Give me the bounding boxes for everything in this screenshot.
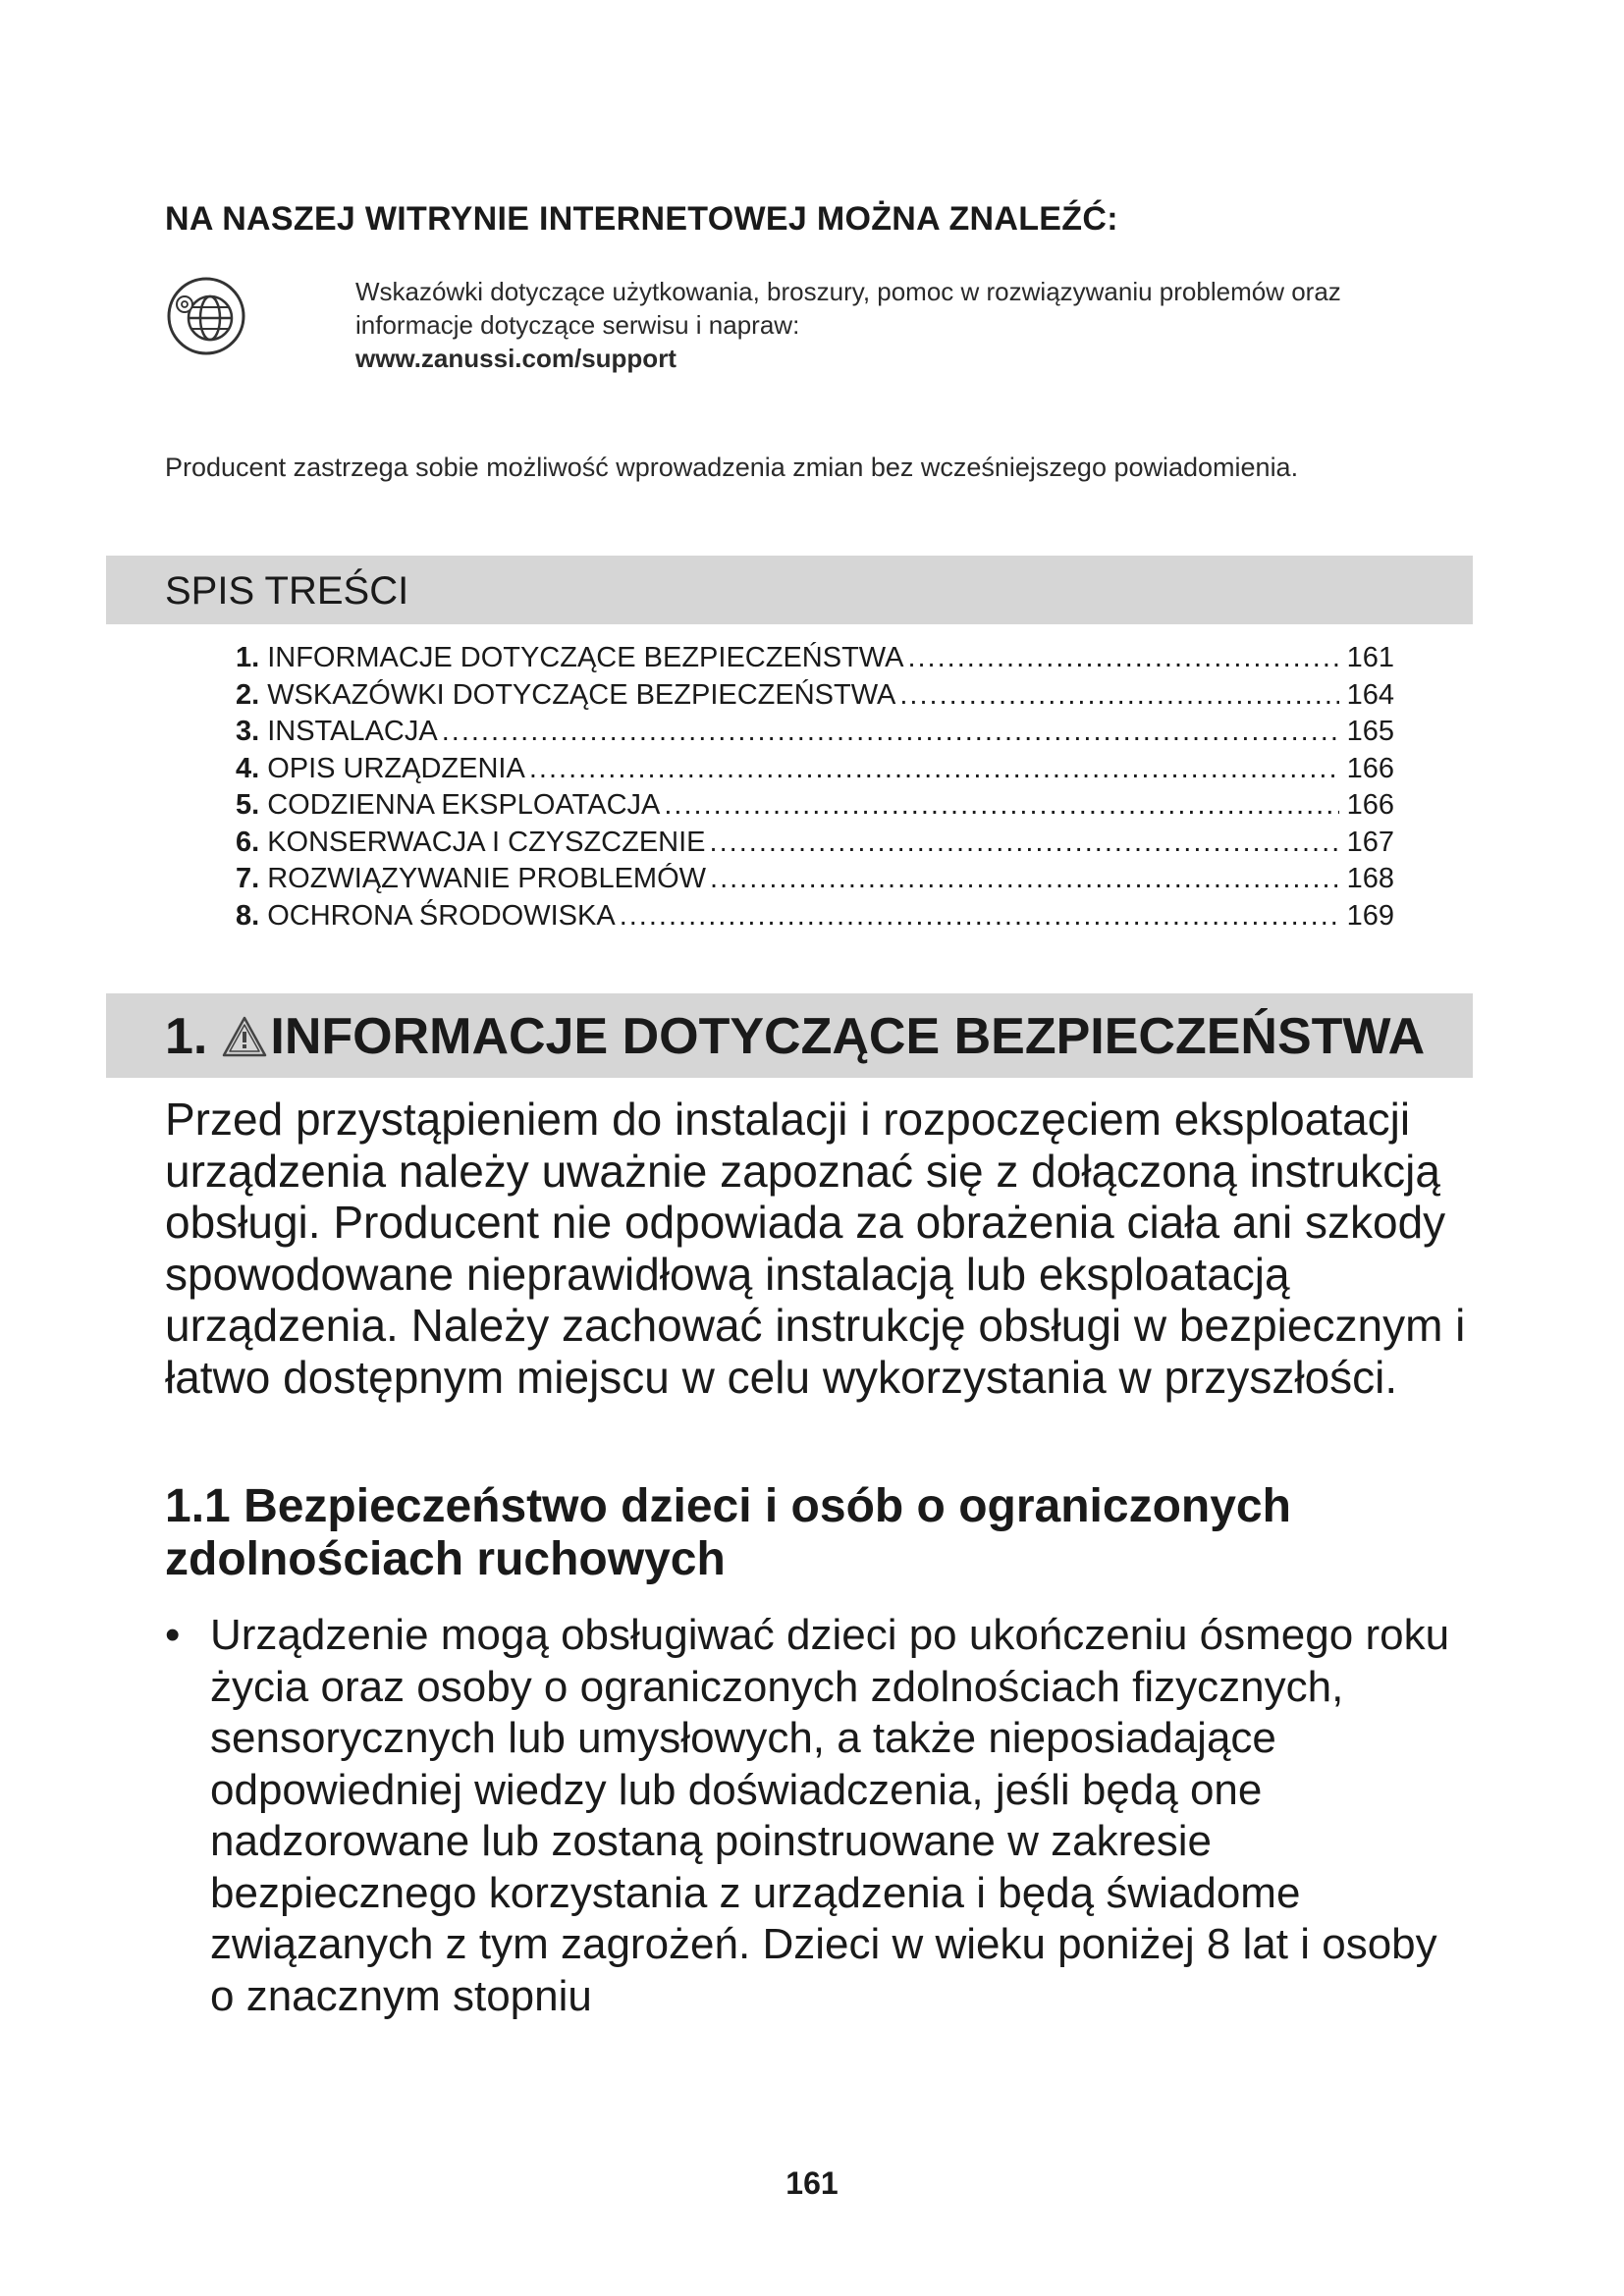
toc-leader-dots (664, 787, 1339, 825)
toc-item-number: 8. (236, 899, 260, 932)
toc-item-label: OCHRONA ŚRODOWISKA (267, 899, 616, 932)
toc-leader-dots (907, 640, 1339, 677)
toc-item-number: 2. (236, 678, 260, 711)
toc-item[interactable] (236, 787, 1394, 825)
disclaimer-text: Producent zastrzega sobie możliwość wprowadzenia zmian bez wcześniejszego powiadomienia. (165, 453, 1299, 482)
bullet-dot: • (165, 1611, 181, 1659)
bullet-text: Urządzenie mogą obsługiwać dzieci po ukończeniu ósmego roku życia oraz osoby o ograniczonych zdolnościach fizycznych, sensorycznych lub umysłowych, a także nieposiadające odpowiedniej wiedzy lub doświadczenia, jeśli będą one nadzorowane lub zostaną poinstruowane w zakresie bezpiecznego korzystania z urządzenia i będą świadome związanych z tym zagrożeń. Dzieci w wieku poniżej 8 lat i osoby o znacznym stopniu (210, 1611, 1450, 2020)
toc-list (236, 640, 1394, 934)
toc-leader-dots (710, 825, 1339, 862)
toc-item[interactable] (236, 751, 1394, 788)
toc-item-number: 5. (236, 789, 260, 821)
toc-leader-dots (620, 898, 1339, 935)
toc-item-page: 166 (1346, 752, 1394, 784)
toc-title: SPIS TREŚCI (165, 569, 409, 613)
toc-item-page: 169 (1346, 899, 1394, 932)
website-info (355, 275, 1455, 375)
globe-icon (165, 275, 247, 357)
safety-intro-paragraph: Przed przystąpieniem do instalacji i rozpoczęciem eksploatacji urządzenia należy uważnie zapoznać się z dołączoną instrukcją obsługi. Producent nie odpowiada za obrażenia ciała ani szkody spowodowane nieprawidłową instalacją lub eksploatacją urządzenia. Należy zachować instrukcję obsługi w bezpiecznym i łatwo dostępnym miejscu w celu wykorzystania w przyszłości. (165, 1094, 1466, 1403)
toc-item-page: 167 (1346, 826, 1394, 858)
toc-leader-dots (442, 714, 1339, 751)
website-description: Wskazówki dotyczące użytkowania, broszury, pomoc w rozwiązywaniu problemów oraz informacje dotyczące serwisu i napraw: (355, 277, 1341, 340)
section-number: 1. (165, 1008, 208, 1065)
toc-item-page: 165 (1346, 716, 1394, 747)
toc-item[interactable] (236, 825, 1394, 862)
toc-item-number: 7. (236, 863, 260, 894)
toc-item-label: OPIS URZĄDZENIA (267, 752, 525, 784)
toc-item[interactable] (236, 861, 1394, 898)
bullet-paragraph (165, 1610, 1471, 2022)
toc-item-label: INFORMACJE DOTYCZĄCE BEZPIECZEŃSTWA (267, 642, 904, 673)
toc-item-number: 3. (236, 716, 260, 747)
toc-item-number: 6. (236, 826, 260, 858)
toc-item-page: 161 (1346, 642, 1394, 673)
toc-item-label: WSKAZÓWKI DOTYCZĄCE BEZPIECZEŃSTWA (267, 678, 896, 711)
website-heading: NA NASZEJ WITRYNIE INTERNETOWEJ MOŻNA ZNALEŹĆ: (165, 200, 1118, 238)
toc-item[interactable] (236, 714, 1394, 751)
toc-item-number: 4. (236, 752, 260, 784)
toc-item-label: ROZWIĄZYWANIE PROBLEMÓW (267, 863, 707, 894)
toc-item-label: CODZIENNA EKSPLOATACJA (267, 789, 661, 821)
toc-item-number: 1. (236, 642, 260, 673)
toc-item[interactable] (236, 898, 1394, 935)
toc-item-label: KONSERWACJA I CZYSZCZENIE (267, 826, 706, 858)
toc-leader-dots (529, 751, 1339, 788)
toc-item[interactable] (236, 677, 1394, 715)
toc-item-label: INSTALACJA (267, 716, 438, 747)
support-link[interactable]: www.zanussi.com/support (355, 344, 677, 373)
section-title (165, 1005, 1425, 1068)
toc-leader-dots (899, 677, 1339, 715)
section-title-text: INFORMACJE DOTYCZĄCE BEZPIECZEŃSTWA (270, 1008, 1426, 1065)
toc-item-page: 164 (1346, 678, 1394, 711)
toc-item-page: 166 (1346, 789, 1394, 821)
subsection-title: 1.1 Bezpieczeństwo dzieci i osób o ograniczonych zdolnościach ruchowych (165, 1480, 1291, 1585)
toc-leader-dots (710, 861, 1339, 898)
page-number: 161 (785, 2165, 839, 2201)
toc-item[interactable] (236, 640, 1394, 677)
toc-item-page: 168 (1346, 863, 1394, 894)
warning-icon (221, 1015, 268, 1058)
